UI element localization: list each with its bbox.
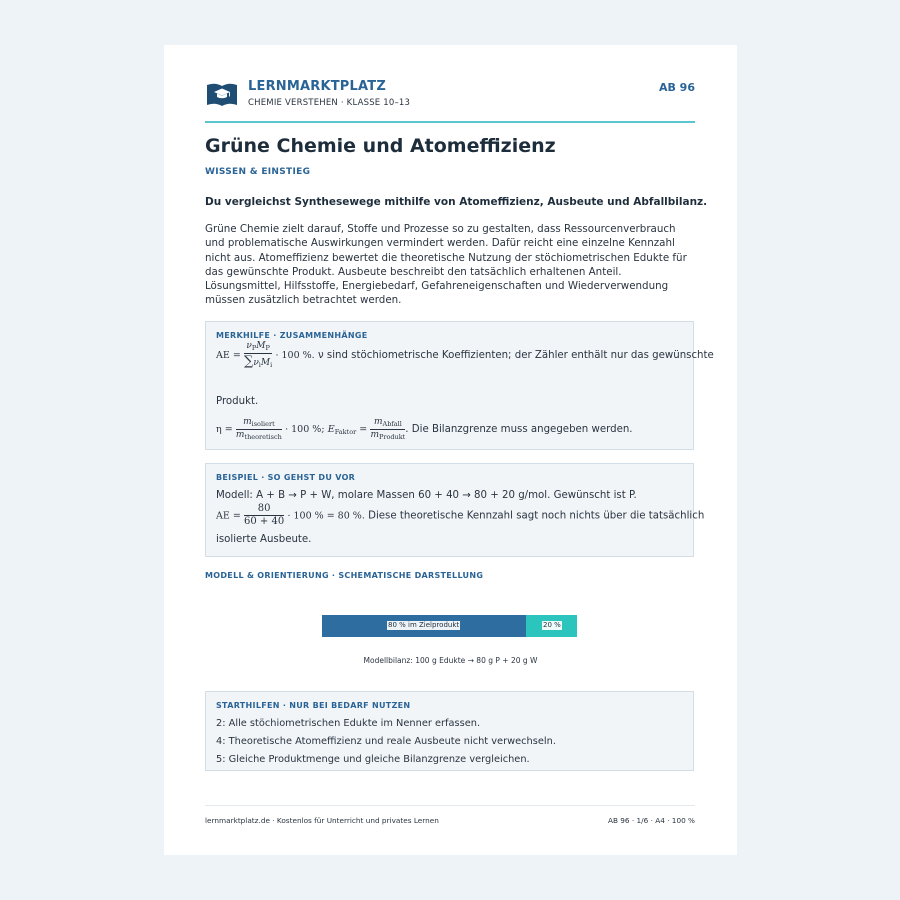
- eta-fraction: [236, 418, 282, 440]
- eta-prefix: η =: [216, 424, 233, 435]
- bar-waste-label: 20 %: [543, 621, 561, 629]
- starthilfe-item: 2: Alle stöchiometrischen Edukte im Nenner erfassen.: [216, 718, 481, 729]
- eta-denominator: $m_{theoretisch}$: [235, 429, 282, 441]
- starthilfen-box: [205, 691, 694, 771]
- merkhilfe-line1-text: ν sind stöchiometrische Koeffizienten; der Zähler enthält nur das gewünschte: [317, 350, 714, 361]
- eta-numerator: $m_{isoliert}$: [236, 418, 282, 430]
- book-graduation-cap-icon: [207, 82, 237, 106]
- ae-prefix: AE =: [216, 350, 241, 361]
- efaktor-prefix: $E_{Faktor}$ =: [327, 424, 368, 436]
- beispiel-title: BEISPIEL · SO GEHST DU VOR: [216, 473, 356, 482]
- eta-suffix: · 100 %;: [285, 424, 325, 435]
- modell-caption: Modellbilanz: 100 g Edukte → 80 g P + 20 g W: [363, 656, 538, 665]
- brand-name: LERNMARKTPLATZ: [248, 79, 386, 94]
- header-rule: [205, 121, 695, 123]
- section-kicker: WISSEN & EINSTIEG: [205, 167, 311, 177]
- worksheet-page: [164, 45, 737, 855]
- footer-rule: [205, 805, 695, 806]
- merkhilfe-box: [205, 321, 714, 450]
- ae-fraction: [244, 342, 272, 368]
- beispiel-line2-text: Diese theoretische Kennzahl sagt noch nichts über die tatsächlich: [368, 510, 705, 522]
- starthilfen-title: STARTHILFEN · NUR BEI BEDARF NUTZEN: [216, 701, 411, 710]
- bar-target-product: [322, 615, 526, 637]
- page-title: Grüne Chemie und Atomeffizienz: [205, 135, 556, 157]
- merkhilfe-line-ae: [216, 342, 714, 368]
- intro-paragraph: Grüne Chemie zielt darauf, Stoffe und Prozesse so zu gestalten, dass Ressourcenverbrauch und problematische Auswirkungen vermindert werden. Dafür reicht eine einzelne Kennzahl nicht aus. Atomeffizienz bewertet die theoretische Nutzung der stöchiometrischen Edukte für das gewünschte Produkt. Ausbeute beschreibt den tatsächlich erhaltenen Anteil. Lösungsmittel, Hilfsstoffe, Energiebedarf, Gefahreneigenschaften und Wiederverwendung müssen zusätzlich betrachtet werden.: [205, 223, 687, 307]
- beispiel-box: [205, 463, 705, 557]
- merkhilfe-line3-text: . Die Bilanzgrenze muss angegeben werden.: [405, 424, 633, 435]
- merkhilfe-line-eta: [216, 418, 633, 440]
- merkhilfe-title: MERKHILFE · ZUSAMMENHÄNGE: [216, 331, 368, 340]
- ae-denominator: $\sum\nu_iM_i$: [244, 353, 273, 369]
- beispiel-ae-fraction: [244, 504, 284, 527]
- beispiel-line3: isolierte Ausbeute.: [216, 534, 312, 545]
- beispiel-line1: Modell: A + B → P + W, molare Massen 60 + 40 → 80 + 20 g/mol. Gewünscht ist P.: [216, 490, 637, 501]
- efaktor-fraction: [370, 418, 405, 440]
- bar-waste: [526, 615, 577, 637]
- starthilfe-item: 4: Theoretische Atomeffizienz und reale Ausbeute nicht verwechseln.: [216, 736, 556, 747]
- efaktor-denominator: $m_{Produkt}$: [370, 429, 406, 441]
- sheet-number: AB 96: [658, 81, 695, 94]
- starthilfe-item: 5: Gleiche Produktmenge und gleiche Bilanzgrenze vergleichen.: [216, 754, 530, 765]
- modell-title: MODELL & ORIENTIERUNG · SCHEMATISCHE DARSTELLUNG: [205, 571, 484, 580]
- brand-subtitle: CHEMIE VERSTEHEN · KLASSE 10–13: [248, 98, 411, 108]
- ae-numerator: $\nu_PM_P$: [244, 342, 272, 354]
- beispiel-line-ae: [216, 504, 704, 527]
- lead-sentence: Du vergleichst Synthesewege mithilfe von Atomeffizienz, Ausbeute und Abfallbilanz.: [205, 196, 708, 208]
- merkhilfe-line2: Produkt.: [216, 396, 259, 407]
- efaktor-numerator: $m_{Abfall}$: [370, 418, 405, 430]
- footer-site: lernmarktplatz.de · Kostenlos für Unterricht und privates Lernen: [205, 816, 439, 825]
- bar-target-label: 80 % im Zielprodukt: [388, 621, 460, 629]
- beispiel-ae-suffix: · 100 % = 80 %.: [287, 510, 365, 522]
- ae-suffix: · 100 %.: [275, 350, 315, 361]
- beispiel-ae-numerator: 80: [244, 504, 284, 516]
- footer-page-info: AB 96 · 1/6 · A4 · 100 %: [607, 816, 695, 825]
- beispiel-ae-denominator: 60 + 40: [244, 516, 285, 527]
- beispiel-ae-prefix: AE =: [216, 510, 241, 522]
